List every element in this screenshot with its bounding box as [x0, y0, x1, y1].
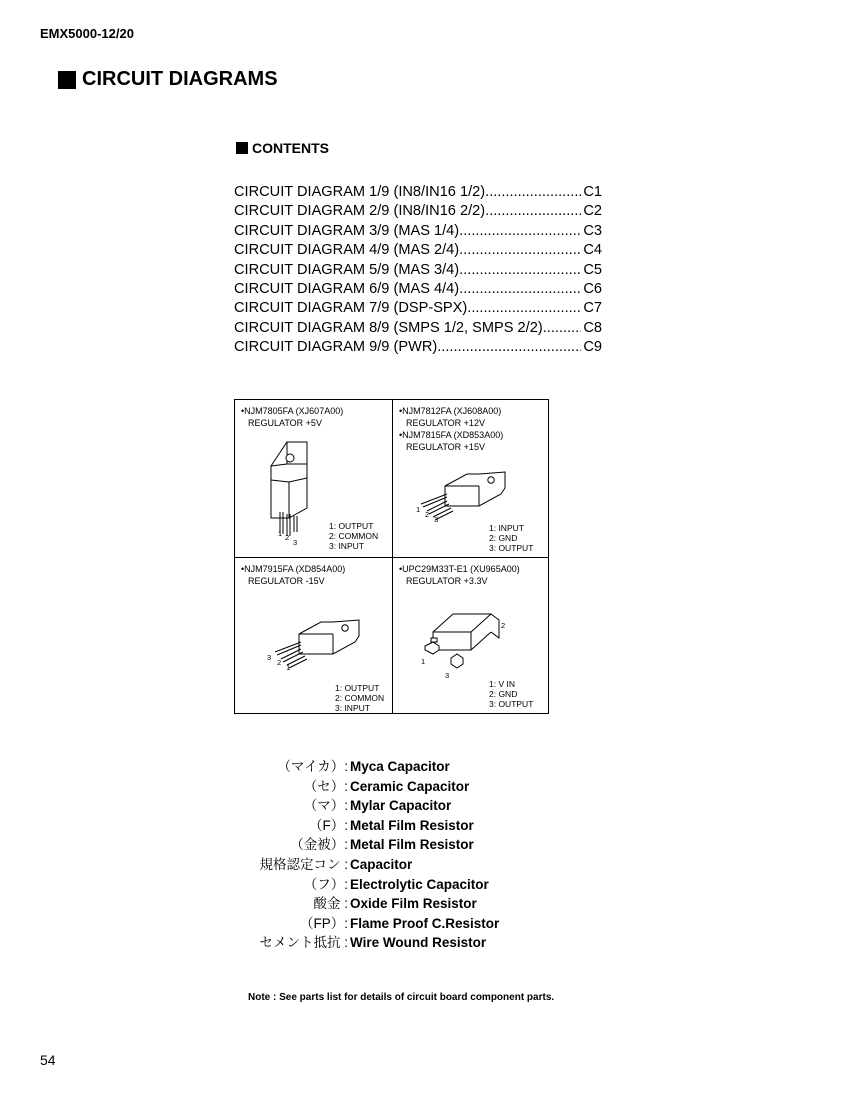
- toc-label: CIRCUIT DIAGRAM 3/9 (MAS 1/4): [234, 222, 460, 239]
- legend-value: Myca Capacitor: [350, 759, 450, 774]
- document-model-header: EMX5000-12/20: [40, 26, 134, 41]
- legend-row: [240, 875, 499, 895]
- toc-leader-dots: [459, 280, 581, 299]
- toc-leader-dots: [459, 222, 581, 241]
- component-abbreviation-legend: [240, 757, 499, 953]
- pin-number: 2: [285, 533, 290, 542]
- section-title: [58, 68, 278, 91]
- part-function: REGULATOR +12V: [406, 418, 485, 428]
- part-number: •UPC29M33T-E1 (XU965A00): [399, 564, 520, 574]
- pin-legend-item: 3: OUTPUT: [489, 699, 534, 709]
- part-function: REGULATOR +3.3V: [406, 576, 488, 586]
- part-number: •NJM7812FA (XJ608A00): [399, 406, 502, 416]
- toc-page: C7: [583, 300, 602, 317]
- page-number: 54: [40, 1052, 56, 1068]
- toc-page: C3: [583, 222, 602, 239]
- table-of-contents: [234, 183, 602, 358]
- toc-leader-dots: [485, 202, 581, 221]
- pin-number: 3: [267, 653, 272, 662]
- legend-row: [240, 816, 499, 836]
- section-title-text: CIRCUIT DIAGRAMS: [82, 68, 278, 90]
- pin-legend: [329, 521, 378, 551]
- legend-value: Mylar Capacitor: [350, 798, 452, 814]
- regulator-cell-7805: [235, 400, 392, 557]
- pin-legend-item: 1: V IN: [489, 679, 515, 689]
- toc-leader-dots: [459, 241, 581, 260]
- contents-bullet-square: [236, 142, 248, 154]
- part-function: REGULATOR -15V: [248, 576, 325, 586]
- toc-page: C4: [583, 242, 602, 259]
- pin-number: 1: [286, 663, 291, 672]
- legend-key: 酸金 :: [313, 896, 348, 912]
- pin-legend-item: 2: COMMON: [329, 531, 379, 541]
- toc-page: C8: [583, 319, 602, 336]
- pin-number: 3: [293, 538, 298, 547]
- toc-page: C5: [583, 261, 602, 278]
- legend-value: Ceramic Capacitor: [350, 778, 470, 794]
- legend-key: セメント抵抗 :: [259, 935, 348, 951]
- pin-legend: [335, 683, 384, 713]
- legend-row: [240, 894, 499, 914]
- toc-label: CIRCUIT DIAGRAM 4/9 (MAS 2/4): [234, 242, 460, 259]
- pin-legend: [489, 523, 533, 553]
- pin-legend-item: 3: OUTPUT: [489, 543, 534, 553]
- pin-legend: [489, 679, 533, 709]
- toc-page: C9: [583, 339, 602, 356]
- regulator-cell-upc29m33: [393, 558, 550, 715]
- legend-value: Electrolytic Capacitor: [350, 876, 489, 892]
- legend-row: [240, 757, 499, 777]
- contents-heading: [236, 140, 329, 156]
- legend-row: [240, 933, 499, 953]
- part-function: REGULATOR +5V: [248, 418, 322, 428]
- legend-value: Flame Proof C.Resistor: [350, 915, 500, 931]
- legend-value: Oxide Film Resistor: [350, 896, 477, 912]
- pin-legend-item: 1: OUTPUT: [329, 521, 374, 531]
- legend-row: [240, 855, 499, 875]
- pin-legend-item: 1: INPUT: [489, 523, 524, 533]
- contents-heading-text: CONTENTS: [252, 140, 329, 156]
- pin-legend-item: 1: OUTPUT: [335, 683, 380, 693]
- toc-leader-dots: [437, 338, 581, 357]
- toc-page: C2: [583, 203, 602, 220]
- legend-value: Metal Film Resistor: [350, 837, 474, 853]
- toc-row: [234, 261, 602, 280]
- legend-row: [240, 796, 499, 816]
- legend-row: [240, 914, 499, 934]
- pin-legend-item: 2: GND: [489, 533, 518, 543]
- pin-legend-item: 2: COMMON: [335, 693, 385, 703]
- legend-value: Capacitor: [350, 856, 413, 872]
- pin-legend-item: 3: INPUT: [335, 703, 370, 713]
- part-function: REGULATOR +15V: [406, 442, 485, 452]
- legend-key: （セ）:: [303, 778, 348, 794]
- legend-key: （金被）:: [290, 837, 348, 853]
- legend-row: [240, 835, 499, 855]
- toc-label: CIRCUIT DIAGRAM 6/9 (MAS 4/4): [234, 280, 460, 297]
- legend-key: 規格認定コン :: [259, 856, 348, 872]
- legend-key: （マ）:: [303, 798, 348, 814]
- legend-key: （フ）:: [303, 876, 348, 892]
- toc-row: [234, 222, 602, 241]
- toc-label: CIRCUIT DIAGRAM 2/9 (IN8/IN16 2/2): [234, 203, 486, 220]
- toc-leader-dots: [459, 261, 581, 280]
- pin-number: 1: [278, 529, 283, 538]
- part-number: •NJM7915FA (XD854A00): [241, 564, 346, 574]
- regulator-package-grid: [234, 399, 549, 714]
- toc-row: [234, 183, 602, 202]
- toc-label: CIRCUIT DIAGRAM 1/9 (IN8/IN16 1/2): [234, 184, 486, 200]
- part-number: •NJM7805FA (XJ607A00): [241, 406, 344, 416]
- regulator-cell-7915: [235, 558, 392, 715]
- regulator-cell-7812-7815: [393, 400, 550, 557]
- pin-number: 1: [421, 657, 426, 666]
- pin-legend-item: 3: INPUT: [329, 541, 364, 551]
- pin-number: 3: [434, 515, 439, 524]
- toc-row: [234, 319, 602, 338]
- legend-key: （FP）:: [299, 915, 348, 931]
- legend-key: （マイカ）:: [277, 759, 348, 774]
- toc-page: C1: [583, 184, 602, 200]
- toc-row: [234, 338, 602, 357]
- toc-label: CIRCUIT DIAGRAM 7/9 (DSP-SPX): [234, 300, 468, 317]
- pin-number: 2: [501, 621, 506, 630]
- pin-number: 1: [416, 505, 421, 514]
- toc-label: CIRCUIT DIAGRAM 8/9 (SMPS 1/2, SMPS 2/2): [234, 319, 543, 336]
- toc-leader-dots: [543, 319, 582, 338]
- legend-value: Wire Wound Resistor: [350, 935, 487, 951]
- legend-row: [240, 777, 499, 797]
- pin-legend-item: 2: GND: [489, 689, 518, 699]
- toc-row: [234, 280, 602, 299]
- toc-label: CIRCUIT DIAGRAM 5/9 (MAS 3/4): [234, 261, 460, 278]
- toc-row: [234, 299, 602, 318]
- legend-value: Metal Film Resistor: [350, 817, 474, 833]
- toc-page: C6: [583, 280, 602, 297]
- pin-number: 3: [445, 671, 450, 680]
- footnote: Note : See parts list for details of circuit board component parts.: [248, 992, 555, 1003]
- toc-label: CIRCUIT DIAGRAM 9/9 (PWR): [234, 339, 438, 356]
- pin-number: 2: [277, 658, 282, 667]
- toc-row: [234, 241, 602, 260]
- section-bullet-square: [58, 71, 76, 89]
- toc-row: [234, 202, 602, 221]
- toc-leader-dots: [467, 299, 581, 318]
- part-number: •NJM7815FA (XD853A00): [399, 430, 504, 440]
- legend-key: （F）:: [309, 817, 348, 833]
- pin-number: 2: [425, 510, 430, 519]
- toc-leader-dots: [485, 183, 581, 202]
